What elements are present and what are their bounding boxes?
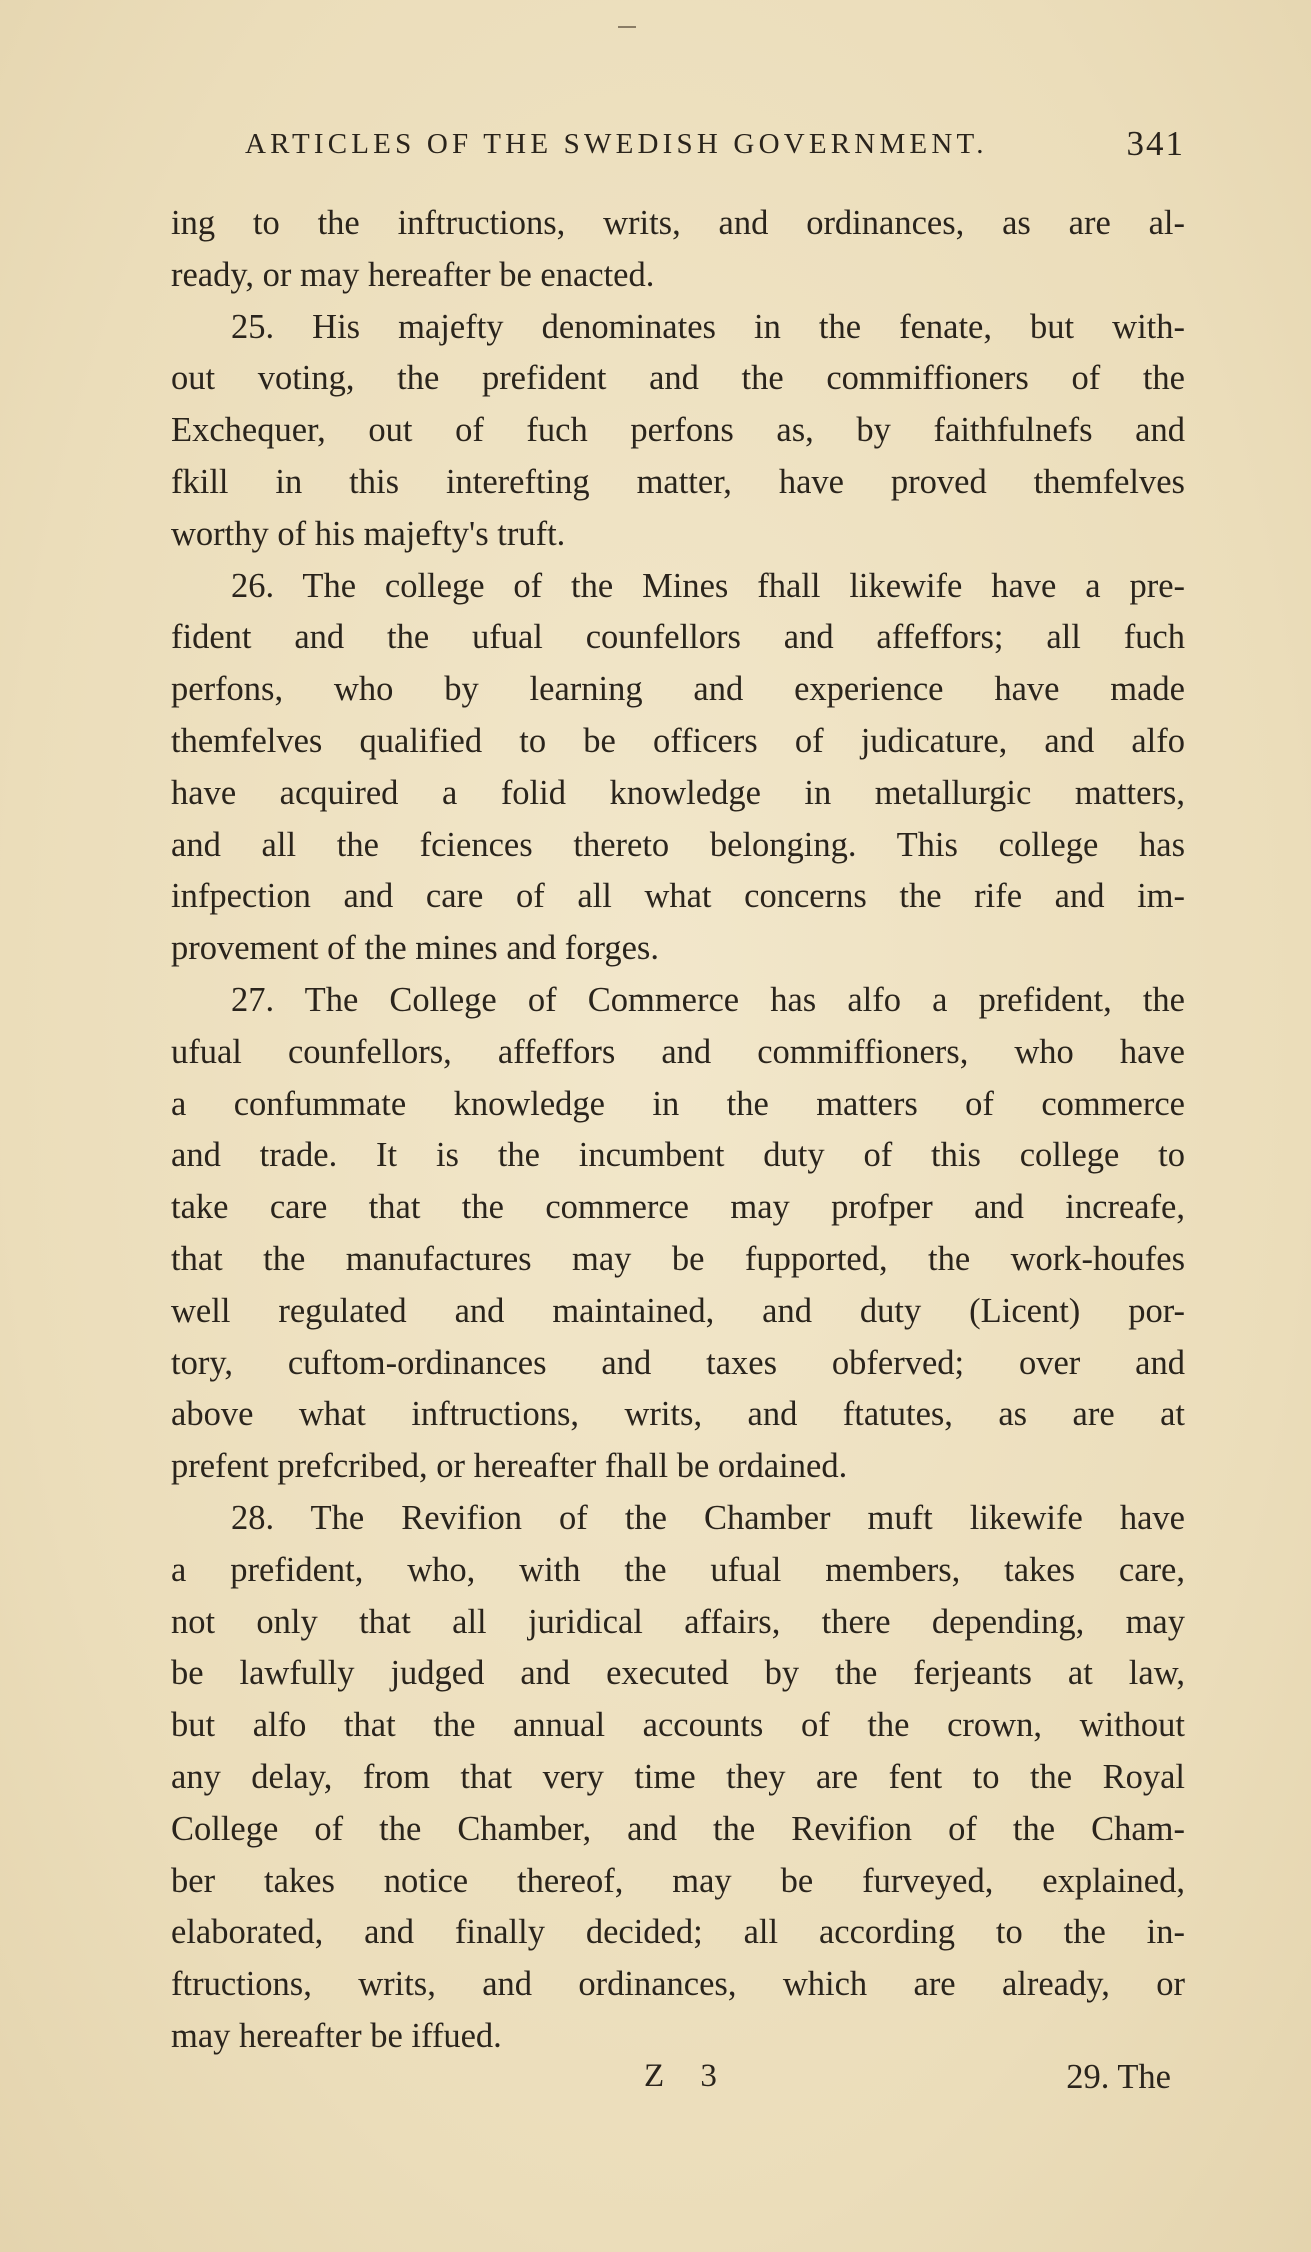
text-line: a confummate knowledge in the matters of commerce bbox=[171, 1084, 1185, 1123]
text-line: ready, or may hereafter be enacted. bbox=[171, 255, 655, 294]
text-line: perfons, who by learning and experience have made bbox=[171, 670, 1185, 709]
text-line: infpection and care of all what concerns the rife and im- bbox=[171, 877, 1185, 916]
text-line: out voting, the prefident and the commiffioners of the bbox=[171, 359, 1185, 398]
text-line: worthy of his majefty's truft. bbox=[171, 514, 566, 553]
text-line: tory, cuftom-ordinances and taxes obferved; over and bbox=[171, 1343, 1185, 1382]
text-line: ftructions, writs, and ordinances, which are already, or bbox=[171, 1965, 1185, 2004]
running-head-title: ARTICLES OF THE SWEDISH GOVERNMENT. bbox=[245, 128, 988, 160]
text-line: elaborated, and finally decided; all according to the in- bbox=[171, 1913, 1185, 1952]
text-line: have acquired a folid knowledge in metallurgic matters, bbox=[171, 773, 1185, 812]
text-line: be lawfully judged and executed by the ferjeants at law, bbox=[171, 1654, 1185, 1693]
text-line: Exchequer, out of fuch perfons as, by faithfulnefs and bbox=[171, 411, 1185, 450]
text-line: 28. The Revifion of the Chamber muft likewife have bbox=[231, 1498, 1185, 1537]
text-line: and trade. It is the incumbent duty of this college to bbox=[171, 1136, 1185, 1175]
page-edge-mark bbox=[618, 26, 636, 28]
signature-mark: Z 3 bbox=[644, 2058, 731, 2094]
text-line: and all the fciences thereto belonging. This college has bbox=[171, 825, 1185, 864]
text-line: prefent prefcribed, or hereafter fhall be ordained. bbox=[171, 1447, 848, 1486]
text-line: College of the Chamber, and the Revifion of the Cham- bbox=[171, 1809, 1185, 1848]
text-line: provement of the mines and forges. bbox=[171, 929, 659, 968]
text-line: 25. His majefty denominates in the fenate, but with- bbox=[231, 307, 1185, 346]
text-line: any delay, from that very time they are fent to the Royal bbox=[171, 1757, 1185, 1796]
page-footer bbox=[171, 2058, 1185, 2108]
text-line: ufual counfellors, affeffors and commiffioners, who have bbox=[171, 1032, 1185, 1071]
text-line: fident and the ufual counfellors and affeffors; all fuch bbox=[171, 618, 1185, 657]
text-line: themfelves qualified to be officers of judicature, and alfo bbox=[171, 721, 1185, 760]
text-line: ber takes notice thereof, may be furveyed, explained, bbox=[171, 1861, 1185, 1900]
text-line: above what inftructions, writs, and ftatutes, as are at bbox=[171, 1395, 1185, 1434]
catchword: 29. The bbox=[1066, 2058, 1171, 2096]
text-line: a prefident, who, with the ufual members, takes care, bbox=[171, 1550, 1185, 1589]
text-line: 26. The college of the Mines fhall likewife have a pre- bbox=[231, 566, 1185, 605]
text-line: ing to the inftructions, writs, and ordinances, as are al- bbox=[171, 204, 1185, 242]
text-line: but alfo that the annual accounts of the crown, without bbox=[171, 1706, 1185, 1745]
text-line: that the manufactures may be fupported, the work-houfes bbox=[171, 1239, 1185, 1278]
text-line: take care that the commerce may profper and increafe, bbox=[171, 1188, 1185, 1227]
text-line: 27. The College of Commerce has alfo a prefident, the bbox=[231, 980, 1185, 1019]
running-head bbox=[245, 120, 1185, 170]
body-text bbox=[171, 198, 1185, 2063]
text-line: fkill in this interefting matter, have proved themfelves bbox=[171, 462, 1185, 501]
text-line: not only that all juridical affairs, there depending, may bbox=[171, 1602, 1185, 1641]
text-line: may hereafter be iffued. bbox=[171, 2016, 502, 2055]
text-line: well regulated and maintained, and duty (Licent) por- bbox=[171, 1291, 1185, 1330]
page-number: 341 bbox=[1126, 124, 1185, 163]
